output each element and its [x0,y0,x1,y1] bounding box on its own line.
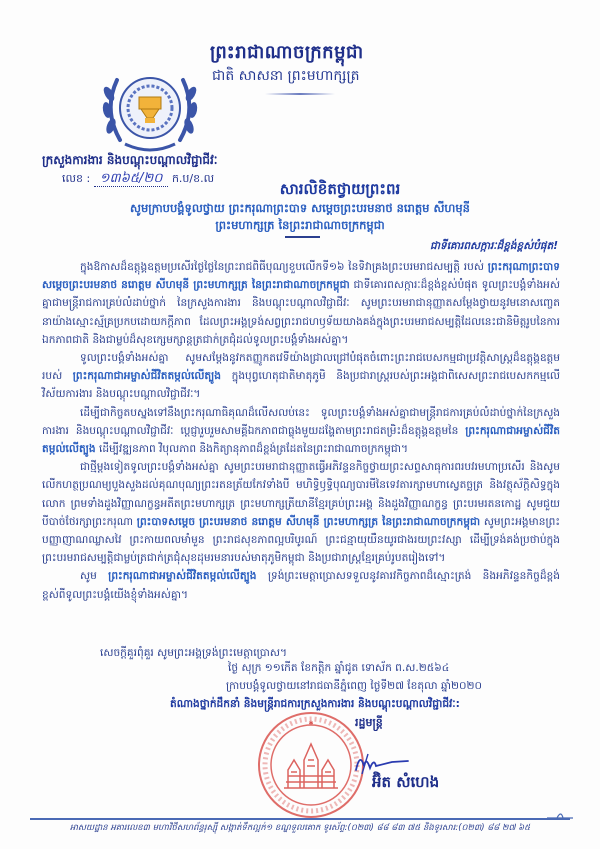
reference-label: លេខ : [62,172,91,185]
letter-body [42,258,560,604]
ministry-name: ក្រសួងការងារ និងបណ្តុះបណ្តាលវិជ្ជាជីវៈ [42,153,218,167]
paragraph-text: ជាថ្មីម្តងទៀតទូលព្រះបង្គំទាំងអស់គ្នា សូមព្រះបរមរាជានុញ្ញាតធ្វើអភិវន្ទនកិច្ចថ្វាយព្រះសព្ទសាធុការពរបវរមហាប្រសើរ និងសូមលើកហត្ថប្រណម្យបួងសួងដល់គុណបុណ្យព្រះរតនត្រ័យកែវទាំងបី មហិទ្ធិឫទ្ធិបុណ្យបារមីនៃទេវតារក្សាមហាស្វេតច្ឆត្រ និងវត្ថុស័ក្តិសិទ្ធក្នុងលោក ព្រមទាំងដួងវិញ្ញាណក្ខន្ធអតីតព្រះមហាក្សត្រ ព្រះមហាក្សត្រីយានីខ្មែរគ្រប់ព្រះអង្គ និងដួងវិញ្ញាណក្ខន្ធ ព្រះបរមរតនកោដ្ឋ សូមជួយបីបាច់ថែរក្សាព្រះករុណា [42,461,560,528]
footer-address: អាសយដ្ឋាន អគារលេខ៣ មហាវិថីសហព័ន្ធរុស្ស៊ី សង្កាត់ទឹកល្អក់១ ខណ្ឌទួលគោក ទូរស័ព្ទ:(០២៣) ៨៨ ៨៣ ៧៥ និងទូរសារ:(០២៣) ៨៨ ២៧ ៦៥ [69,823,531,833]
body-paragraph [42,458,560,567]
closing-block [42,644,560,662]
paragraph-text: ទ្រង់ព្រះមេត្តាប្រោសទទួលនូវគារវកិច្ចភាពដ៏ស្មោះត្រង់ និងអភិវន្ទនកិច្ចដ៏ខ្ពង់ខ្ពស់ពីទូលព្រះបង្គំយើងខ្ញុំទាំងអស់គ្នា។ [42,570,561,601]
official-stamp-icon [256,710,366,820]
reference-value: ១៣៦៥/២០ [94,171,169,187]
paragraph-text: ក្នុងបុព្វហេតុជាតិមាតុភូមិ និងប្រជារាស្ត្ររបស់ព្រះអង្គជាពិសេសព្រះរាជបេសកកម្មលើវិស័យការងារ និងបណ្តុះបណ្តាលវិជ្ជាជីវៈ។ [42,370,560,401]
paragraph-text: ទូលព្រះបង្គំទាំងអស់គ្នា សូមសម្តែងនូវកតញ្ញូកតវេទីយ៉ាងជ្រាលជ្រៅបំផុតចំពោះព្រះរាជបេសកម្មជាប្រវត្តិសាស្ត្រដ៏ឧត្តុង្គឧត្តមរបស់ [42,352,560,383]
body-paragraph [42,567,560,603]
svg-text:✱: ✱ [308,720,314,727]
royal-title-highlight: ព្រះករុណាជាអម្ចាស់ជីវិតតម្កល់លើត្បូង [108,570,257,583]
royal-title-highlight: ព្រះបាទសម្តេច ព្រះបរមនាថ នរោត្តម សីហមុនី ព្រះមហាក្សត្រ នៃព្រះរាជាណាចក្រកម្ពុជា [136,515,481,528]
solar-date: ក្រាបបង្គំទូលថ្វាយនៅរាជធានីភ្នំពេញ ថ្ងៃទី២៧ ខែតុលា ឆ្នាំ២០២០ [226,680,483,692]
subject-line-2: ព្រះមហាក្សត្រ នៃព្រះរាជាណាចក្រកម្ពុជា [215,218,385,232]
paragraph-text: ដើម្បីវឌ្ឍនភាព វិបុលភាព និងកិត្យានុភាពដ៏ខ្ពង់ត្រដែតនៃព្រះរាជាណាចក្រកម្ពុជា។ [95,443,408,456]
subject-line-1: សូមក្រាបបង្គំទូលថ្វាយ ព្រះករុណាព្រះបាទ សម្តេចព្រះបរមនាថ នរោត្តម សីហមុនី [130,201,470,215]
ministry-logo-icon [95,60,205,160]
reference-suffix: ក.ប/ខ.ល [171,172,215,185]
lunar-date: ថ្ងៃ សុក្រ ១១កើត ខែកត្តិក ឆ្នាំជូត ទោស័ក ព.ស.២៥៦៤ [228,662,450,674]
signatory-group: តំណាងថ្នាក់ដឹកនាំ និងមន្ត្រីរាជការក្រសួងការងារ និងបណ្តុះបណ្តាលវិជ្ជាជីវៈ: [170,698,460,710]
signatory-role: រដ្ឋមន្ត្រី [355,716,383,729]
subject-underline [285,236,320,238]
paragraph-text: ដើម្បីជាកិច្ចតបស្នងទៅនឹងព្រះករុណាធិគុណដ៏លើសលប់នេះ ទូលព្រះបង្គំទាំងអស់គ្នាជាមន្ត្រីរាជការគ្រប់លំដាប់ថ្នាក់នៃក្រសួងការងារ និងបណ្តុះបណ្តាលវិជ្ជាជីវៈ ប្តេជ្ញារួបរួមសាមគ្គីឯកភាពជាធ្លុងមួយដង្ហែតាមព្រះរាជតម្រិះដ៏ឧត្តុង្គឧត្តមនៃ [42,406,560,437]
paragraph-text: ក្នុងឱកាសដ៏ឧត្តុង្គឧត្តមប្រសើរថ្ងៃថ្លៃនៃព្រះរាជពិធីបុណ្យខួបលើកទី១៦ នៃទិវាគ្រងព្រះបរមរាជសម្បត្តិ របស់ [80,261,488,273]
paragraph-text: សូមព្រះអង្គមានព្រះបញ្ញាញាណឈ្លាសវៃ ព្រះកាយពលមាំមួន ព្រះរាជសុខភាពល្អបរិបូរណ៍ ព្រះជន្មាយុយឺនយូរជាងរយព្រះវស្សា ដើម្បីទ្រង់គង់ប្រថាប់ក្នុងព្រះបរមរាជសម្បត្តិជាម្លប់ត្រជាក់ត្រជុំសុខដុមរមនារបស់មាតុភូមិកម្ពុជា និងប្រជារាស្ត្រខ្មែរគ្រប់រូបតរៀងទៅ។ [42,515,560,565]
paragraph-text: ជាទីគោរពសក្ការៈដ៏ខ្ពង់ខ្ពស់បំផុត ទូលព្រះបង្គំទាំងអស់គ្នាជាមន្ត្រីរាជការគ្រប់លំដាប់ថ្នាក់ នៃក្រសួងការងារ និងបណ្តុះបណ្តាលវិជ្ជាជីវៈ សូមព្រះបរមរាជានុញ្ញាតសម្តែងថ្វាយនូវមនោសញ្ចេតនាយ៉ាងស្មោះស្ម័គ្រប្រកបដោយកក្តីភាព ដែលព្រះអង្គទ្រង់សព្វព្រះរាជហឫទ័យយាងគង់ក្នុងព្រះបរមរាជសម្បត្តិដែលនេះជានិមិត្តរូបនៃការឯកភាពជាតិ និងជាម្លប់ដ៏សុខក្សេមក្សាន្តត្រជាក់ត្រជុំដល់ទូលព្រះបង្គំទាំងអស់គ្នា។ [42,279,560,346]
royal-title-highlight: ព្រះករុណាជាអម្ចាស់ជីវិតតម្កល់លើត្បូង [72,370,222,383]
closing-line: សេចក្តីគួរពុំគួរ សូមព្រះអង្គទ្រង់ព្រះមេត្តាប្រោស។ [100,647,287,659]
kingdom-title: ព្រះរាជាណាចក្រកម្ពុជា [210,42,364,63]
body-paragraph [42,404,560,459]
document-title: សារលិខិតថ្វាយព្រះពរ [279,180,401,198]
ornamental-divider [265,93,335,95]
honorific-salutation: ជាទីគោរពសក្ការៈដ៏ខ្ពង់ខ្ពស់បំផុត! [430,240,558,252]
body-paragraph [42,258,560,349]
paragraph-text: សូម [80,570,109,583]
royal-title-highlight: ព្រះករុណាព្រះបាទ សម្តេចព្រះបរមនាថ នរោត្តម សីហមុនី ព្រះមហាក្សត្រ នៃព្រះរាជាណាចក្រកម្ពុជា [42,261,560,292]
royal-title-highlight: ព្រះករុណាជាអម្ចាស់ជីវិតតម្កល់លើត្បូង [42,424,560,456]
national-motto: ជាតិ សាសនា ព្រះមហាក្សត្រ [212,68,360,84]
signatory-name: អ៊ិត សំហេង [372,773,440,791]
body-paragraph [42,349,560,404]
footer-flourish-icon [545,808,575,822]
footer-divider [30,818,570,820]
